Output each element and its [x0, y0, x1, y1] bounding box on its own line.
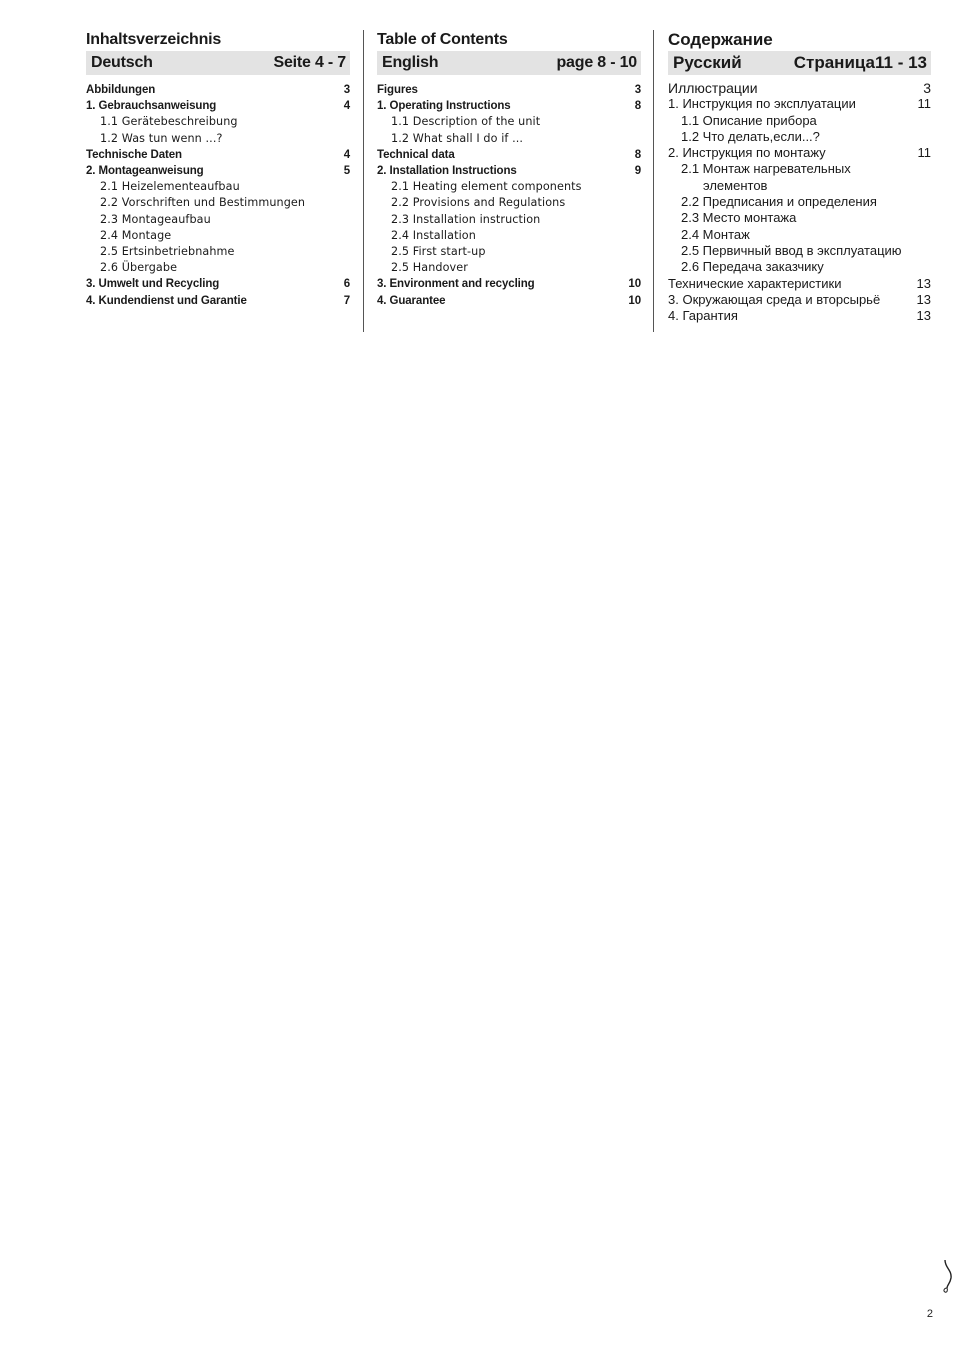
toc-entry	[377, 82, 641, 98]
toc-entry-text: 1.2 What shall I do if ...	[391, 131, 524, 145]
toc-entry	[668, 243, 931, 259]
toc-entry	[668, 113, 931, 129]
toc-entry	[377, 114, 641, 130]
toc-entry-label	[377, 131, 523, 147]
toc-entry-text: 2.5 Handover	[391, 261, 468, 275]
toc-entry-label	[377, 98, 511, 114]
toc-entry	[377, 228, 641, 244]
toc-entry-label	[668, 194, 877, 210]
toc-entry	[377, 244, 641, 260]
toc-list-english	[377, 82, 641, 309]
toc-entry-label	[668, 243, 902, 259]
toc-entry-text: 4. Kundendienst und Garantie	[86, 294, 247, 307]
toc-entry-text: Иллюстрации	[668, 80, 758, 96]
toc-entry-text: 2.3 Место монтажа	[681, 210, 797, 226]
toc-entry-page: 4	[343, 100, 350, 113]
toc-entry-label	[377, 179, 582, 195]
toc-entry-page: 11	[917, 96, 931, 112]
toc-column-german	[86, 30, 350, 309]
toc-entry-label	[668, 259, 824, 275]
toc-entry-page: 5	[343, 165, 350, 178]
toc-entry-text: 2.4 Installation	[391, 228, 476, 242]
toc-entry-text: 1.1 Gerätebeschreibung	[100, 115, 238, 129]
toc-entry-label	[86, 131, 223, 147]
toc-entry	[377, 147, 641, 163]
toc-entry-text: 2.2 Vorschriften und Bestimmungen	[100, 196, 306, 210]
toc-entry-text: 2.5 First start-up	[391, 245, 486, 259]
toc-entry-label	[86, 195, 305, 211]
toc-entry	[86, 82, 350, 98]
toc-entry-text: 4. Guarantee	[377, 294, 446, 307]
toc-entry-label	[377, 147, 455, 163]
toc-entry-text: 1.2 Что делать,если...?	[681, 128, 820, 144]
toc-entry-label	[86, 260, 177, 276]
toc-entry-label	[86, 276, 219, 292]
toc-entry-text: 1.1 Description of the unit	[391, 115, 541, 129]
toc-entry-text: 2.6 Передача заказчику	[681, 259, 824, 275]
toc-entry-text: 2.3 Montageaufbau	[100, 212, 211, 226]
language-bar-english	[377, 51, 641, 75]
toc-entry-text: 2.1 Heizelementeaufbau	[100, 180, 240, 194]
toc-entry-label	[377, 228, 476, 244]
toc-entry	[668, 129, 931, 145]
toc-entry	[377, 276, 641, 292]
toc-entry-text: 2. Montageanweisung	[86, 165, 204, 178]
toc-entry	[668, 80, 931, 96]
toc-entry-label	[377, 260, 468, 276]
toc-entry	[86, 212, 350, 228]
toc-entry-page: 10	[628, 294, 641, 307]
toc-entry-label	[86, 114, 238, 130]
toc-entry-text: Technical data	[377, 148, 455, 161]
toc-entry	[86, 244, 350, 260]
toc-entry-label	[86, 228, 171, 244]
page-number: 2	[926, 1308, 933, 1320]
toc-entry	[668, 308, 931, 324]
toc-entry	[86, 276, 350, 292]
toc-entry-label	[668, 308, 738, 324]
toc-entry-label	[377, 82, 418, 98]
toc-entry-label	[377, 244, 486, 260]
toc-entry	[668, 145, 931, 161]
toc-title-german: Inhaltsverzeichnis	[86, 31, 222, 48]
language-name: Deutsch	[91, 54, 153, 71]
toc-entry	[86, 163, 350, 179]
toc-column-english	[377, 30, 641, 309]
toc-entry-page: 13	[916, 275, 931, 291]
toc-entry-text: Figures	[377, 84, 418, 96]
toc-entry-text: 2.2 Provisions and Regulations	[391, 196, 566, 210]
toc-entry	[86, 179, 350, 195]
toc-entry-text: 2. Инструкция по монтажу	[668, 145, 826, 161]
toc-entry-label	[86, 147, 182, 163]
toc-entry-page: 10	[628, 278, 641, 291]
toc-entry	[86, 147, 350, 163]
toc-entry-label	[86, 179, 240, 195]
toc-entry-text: 2.3 Installation instruction	[391, 212, 541, 226]
toc-entry	[668, 276, 931, 292]
toc-entry	[668, 96, 931, 112]
toc-entry-label	[668, 96, 856, 112]
toc-entry-page: 13	[916, 291, 931, 307]
toc-entry	[377, 163, 641, 179]
toc-entry-label	[668, 161, 851, 194]
toc-entry	[86, 260, 350, 276]
toc-entry-text: Технические характеристики	[668, 275, 842, 291]
toc-entry-label	[377, 195, 565, 211]
toc-entry-text: 2.2 Предписания и определения	[681, 194, 877, 210]
toc-list-russian	[668, 80, 931, 324]
toc-entry	[668, 292, 931, 308]
toc-entry-text: 3. Окружающая среда и вторсырьё	[668, 291, 881, 307]
toc-entry	[86, 98, 350, 114]
toc-entry-label	[377, 276, 535, 292]
toc-entry-text: 1.2 Was tun wenn ...?	[100, 131, 223, 145]
language-bar-russian	[668, 51, 931, 75]
toc-entry-label	[377, 163, 517, 179]
column-divider	[363, 30, 364, 332]
toc-title-english: Table of Contents	[377, 31, 508, 48]
language-name: English	[382, 54, 439, 71]
toc-entry-label	[668, 113, 817, 129]
toc-column-russian	[668, 30, 931, 324]
toc-entry	[377, 293, 641, 309]
toc-entry-page: 6	[343, 278, 350, 291]
toc-entry-text-continued: элементов	[703, 177, 768, 193]
toc-entry-page: 8	[634, 100, 641, 113]
toc-entry-text: 3. Umwelt und Recycling	[86, 278, 220, 291]
toc-entry-label	[668, 145, 826, 161]
toc-entry	[86, 195, 350, 211]
toc-entry	[377, 212, 641, 228]
toc-entry-page: 8	[634, 148, 641, 161]
toc-entry	[377, 179, 641, 195]
toc-entry-label	[86, 212, 211, 228]
toc-entry-text: 1. Gebrauchsanweisung	[86, 100, 217, 113]
toc-entry-text: 2.4 Montage	[100, 228, 172, 242]
toc-entry-text: 2.1 Монтаж нагревательных	[681, 161, 851, 177]
toc-entry	[377, 131, 641, 147]
toc-entry	[668, 259, 931, 275]
column-divider	[653, 30, 654, 332]
toc-list-german	[86, 82, 350, 309]
toc-entry-text: 4. Гарантия	[668, 308, 738, 324]
toc-entry-label	[377, 293, 445, 309]
toc-entry	[86, 131, 350, 147]
toc-entry-text: 1.1 Описание прибора	[681, 112, 817, 128]
page-range: Seite 4 - 7	[273, 54, 346, 71]
toc-entry-text: 2.6 Übergabe	[100, 261, 178, 275]
toc-entry	[668, 194, 931, 210]
toc-entry-text: 2.1 Heating element components	[391, 180, 582, 194]
toc-entry-label	[377, 212, 540, 228]
toc-entry-label	[377, 114, 540, 130]
toc-entry-page: 3	[634, 84, 641, 96]
toc-entry	[377, 195, 641, 211]
toc-entry-text: 1. Инструкция по эксплуатации	[668, 96, 856, 112]
toc-entry-text: 2. Installation Instructions	[377, 165, 517, 178]
toc-entry-page: 11	[917, 145, 931, 161]
toc-entry-page: 3	[923, 80, 931, 96]
toc-entry-label	[86, 244, 235, 260]
toc-entry-page: 4	[343, 148, 350, 161]
toc-entry-text: 3. Environment and recycling	[377, 278, 535, 291]
language-name: Русский	[673, 53, 742, 72]
page-range: Страница11 - 13	[793, 53, 927, 72]
toc-entry	[377, 260, 641, 276]
page-range: page 8 - 10	[556, 54, 637, 71]
toc-entry-page: 9	[634, 165, 641, 178]
toc-entry-page: 3	[343, 84, 350, 96]
toc-title-russian: Содержание	[668, 30, 773, 49]
toc-entry	[668, 227, 931, 243]
language-bar-german	[86, 51, 350, 75]
toc-entry-label	[86, 82, 155, 98]
toc-entry	[86, 228, 350, 244]
toc-entry	[668, 161, 931, 194]
toc-entry-text: Abbildungen	[86, 84, 156, 96]
toc-entry-label	[668, 292, 880, 308]
toc-entry-text: Technische Daten	[86, 148, 182, 161]
toc-entry	[377, 98, 641, 114]
toc-entry-label	[86, 293, 247, 309]
toc-entry-page: 7	[343, 294, 350, 307]
toc-entry-label	[668, 80, 758, 96]
tuning-fork-logo-icon	[940, 1258, 954, 1294]
toc-entry-label	[668, 129, 820, 145]
toc-entry	[668, 210, 931, 226]
toc-entry-label	[668, 276, 841, 292]
toc-entry-text: 1. Operating Instructions	[377, 100, 511, 113]
toc-entry-label	[86, 163, 204, 179]
toc-entry	[86, 114, 350, 130]
toc-entry-text: 2.5 Первичный ввод в эксплуатацию	[681, 242, 902, 258]
toc-entry-label	[668, 210, 796, 226]
toc-entry	[86, 293, 350, 309]
toc-entry-text: 2.5 Ertsinbetriebnahme	[100, 245, 235, 259]
toc-entry-label	[86, 98, 216, 114]
toc-entry-page: 13	[916, 308, 931, 324]
toc-entry-text: 2.4 Монтаж	[681, 226, 750, 242]
toc-entry-label	[668, 227, 750, 243]
